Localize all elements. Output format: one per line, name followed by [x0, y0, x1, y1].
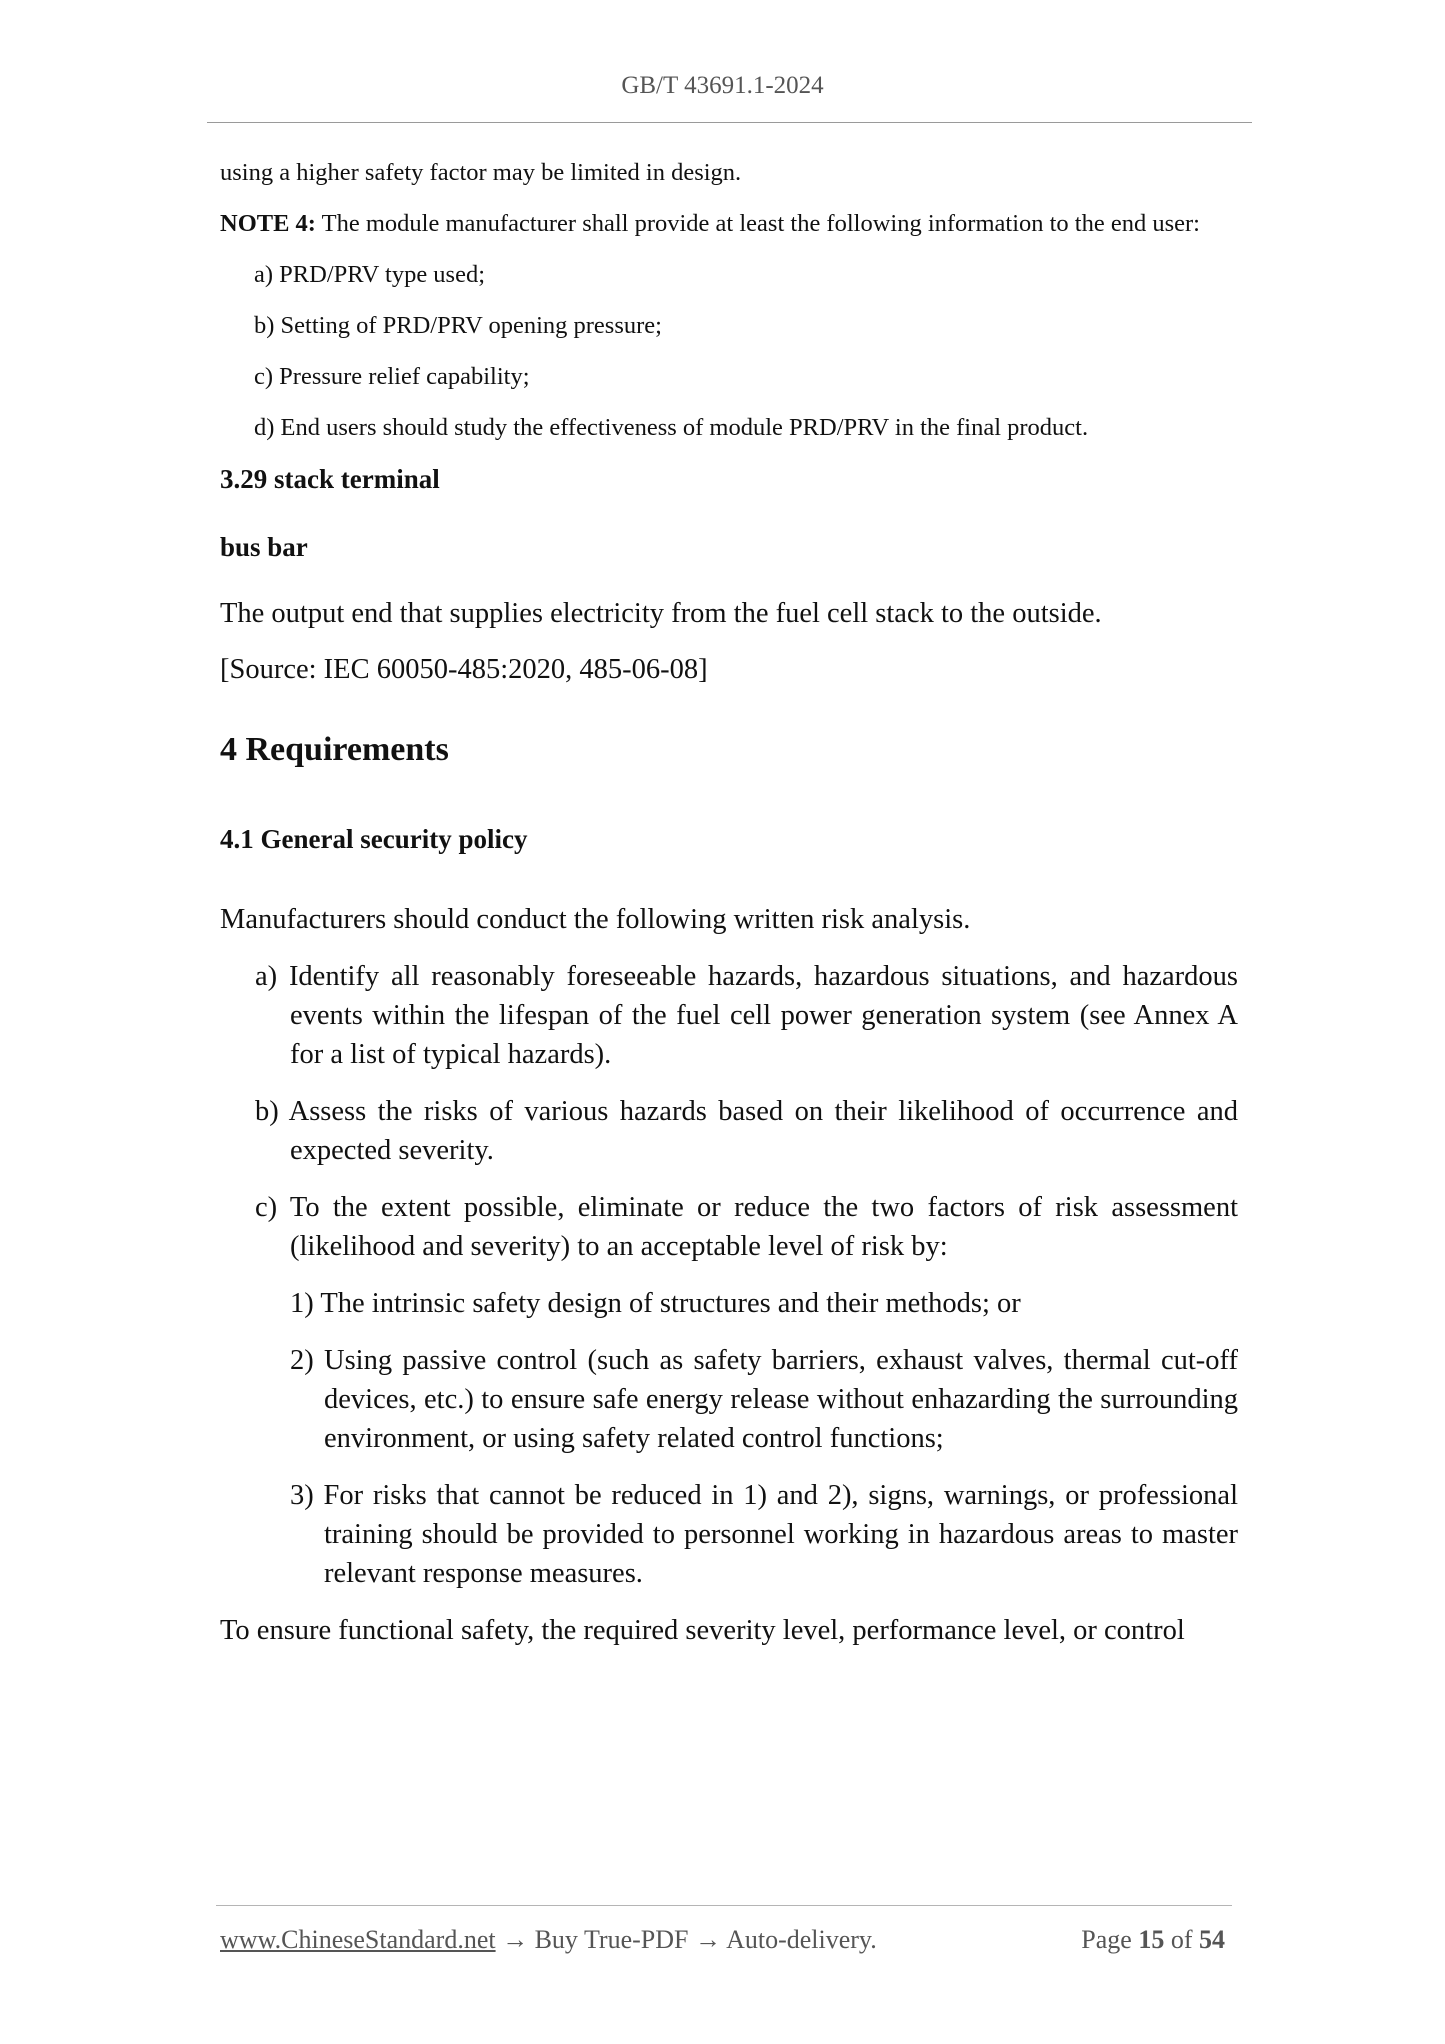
note-4-label: NOTE 4: — [220, 210, 316, 237]
list-item-c: c) To the extent possible, eliminate or reduce the two factors of risk assessment (likelihood and severity) to an acceptable level of risk by: — [255, 1192, 1238, 1262]
arrow-icon: → — [695, 1925, 721, 1954]
section-heading: 4 Requirements — [220, 731, 449, 768]
page-number: 15 — [1138, 1925, 1165, 1954]
closing-paragraph: To ensure functional safety, the required severity level, performance level, or control — [220, 1615, 1185, 1646]
page-header: GB/T 43691.1-2024 — [621, 72, 824, 99]
term-definition: The output end that supplies electricity from the fuel cell stack to the outside. — [220, 598, 1102, 629]
term-source: [Source: IEC 60050-485:2020, 485-06-08] — [220, 654, 708, 685]
of-label: of — [1170, 1925, 1193, 1954]
note-4-text: The module manufacturer shall provide at least the following information to the end user: — [315, 210, 1200, 237]
site-link[interactable]: www.ChineseStandard.net — [220, 1925, 496, 1954]
arrow-icon: → — [502, 1925, 529, 1954]
subsection-heading: 4.1 General security policy — [220, 824, 528, 854]
sub-item-2: 2) Using passive control (such as safety barriers, exhaust valves, thermal cut-off devices, etc.) to ensure safe energy release without enhazarding the surrounding environment, or using safety related control functions; — [290, 1345, 1238, 1454]
list-item-b: b) Assess the risks of various hazards based on their likelihood of occurrence and expected severity. — [255, 1096, 1238, 1166]
note-item-b: b) Setting of PRD/PRV opening pressure; — [254, 312, 662, 339]
page-indicator — [1081, 1925, 1225, 1955]
note-item-d: d) End users should study the effectiveness of module PRD/PRV in the final product. — [254, 414, 1089, 441]
note-item-c: c) Pressure relief capability; — [254, 363, 530, 390]
note-item-a: a) PRD/PRV type used; — [254, 261, 486, 288]
sub-item-3: 3) For risks that cannot be reduced in 1) and 2), signs, warnings, or professional training should be provided to personnel working in hazardous areas to master relevant response measures. — [290, 1480, 1238, 1589]
note-4 — [220, 207, 1238, 241]
page-total: 54 — [1199, 1925, 1225, 1954]
term-alt-name: bus bar — [220, 532, 308, 562]
sub-item-1: 1) The intrinsic safety design of structures and their methods; or — [290, 1288, 1021, 1319]
header-divider — [207, 122, 1252, 123]
intro-paragraph: Manufacturers should conduct the following written risk analysis. — [220, 904, 971, 935]
buy-text: Buy True-PDF — [534, 1925, 689, 1954]
list-item-a: a) Identify all reasonably foreseeable hazards, hazardous situations, and hazardous events within the lifespan of the fuel cell power generation system (see Annex A for a list of typical hazards). — [255, 961, 1238, 1070]
document-body — [220, 156, 1238, 1650]
footer-divider — [216, 1905, 1232, 1906]
delivery-text: Auto-delivery. — [726, 1925, 877, 1954]
term-heading: 3.29 stack terminal — [220, 464, 440, 494]
continued-paragraph: using a higher safety factor may be limited in design. — [220, 159, 742, 186]
page-label: Page — [1081, 1925, 1132, 1954]
footer-promo — [220, 1925, 877, 1955]
